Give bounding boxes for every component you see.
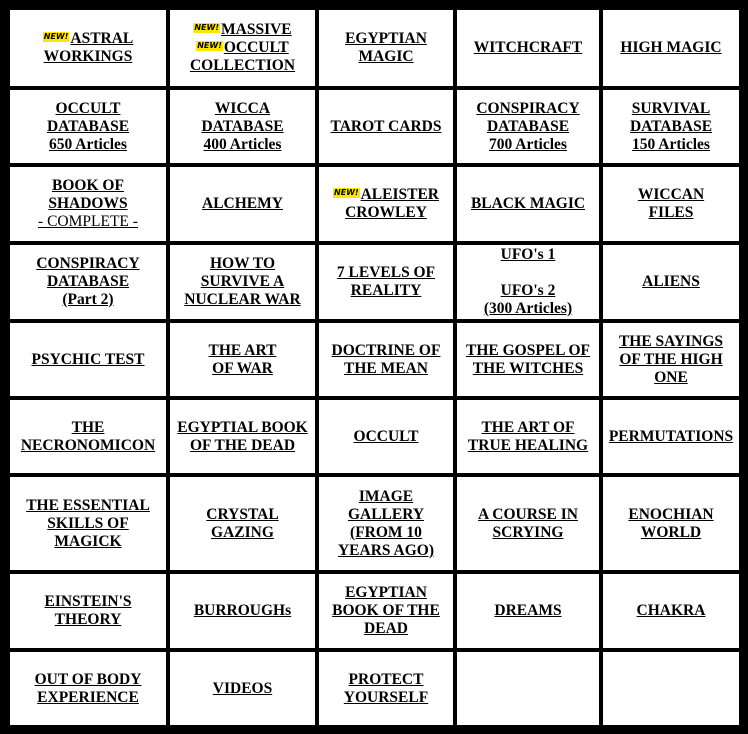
link-line — [630, 136, 712, 154]
link-line — [26, 533, 150, 551]
link-text: SURVIVE A — [200, 273, 285, 290]
link-text: 150 Articles — [632, 135, 710, 153]
link-line — [43, 30, 134, 48]
link-line — [332, 602, 440, 620]
link-line — [466, 360, 590, 378]
link-line — [337, 264, 435, 282]
link-text: CRYSTAL — [206, 505, 279, 523]
enochian-world-link[interactable] — [628, 506, 713, 542]
link-line — [638, 186, 704, 204]
link-line — [36, 291, 139, 309]
link-text: THEORY — [54, 611, 122, 628]
link-text: WICCA — [214, 99, 271, 117]
occult-database-link[interactable] — [47, 100, 129, 154]
book-of-shadows-link[interactable] — [38, 177, 138, 231]
table-cell — [168, 398, 317, 475]
table-cell — [317, 88, 455, 165]
link-text: DATABASE — [201, 117, 284, 135]
table-cell — [8, 165, 168, 243]
essential-skills-of-magick-link[interactable] — [26, 497, 150, 551]
link-text: THE MEAN — [344, 359, 428, 377]
table-cell — [8, 243, 168, 321]
link-text: WORKINGS — [43, 48, 133, 65]
link-line — [630, 118, 712, 136]
link-text: 400 Articles — [203, 135, 282, 153]
link-text: - COMPLETE - — [38, 213, 138, 230]
table-cell — [317, 8, 455, 88]
protect-yourself-link[interactable] — [344, 671, 428, 707]
link-text: UFO's 1 — [500, 246, 556, 263]
table-cell — [317, 572, 455, 650]
link-text: BOOK OF THE — [332, 602, 440, 619]
the-necronomicon-link[interactable] — [21, 419, 155, 455]
image-gallery-link[interactable] — [338, 488, 434, 560]
link-text: EXPERIENCE — [37, 688, 139, 706]
link-line — [184, 273, 300, 291]
link-line — [47, 136, 129, 154]
link-text: OF THE HIGH — [619, 350, 723, 368]
link-text: CHAKRA — [636, 602, 706, 619]
table-cell — [8, 398, 168, 475]
how-to-survive-nuclear-war-link[interactable] — [184, 255, 300, 309]
link-line — [44, 593, 131, 611]
link-text: EGYPTIAN — [345, 30, 427, 47]
link-line — [338, 524, 434, 542]
table-cell — [317, 398, 455, 475]
link-text: WORLD — [640, 523, 702, 541]
egyptian-book-of-the-dead-link[interactable] — [332, 584, 440, 638]
link-text: PSYCHIC TEST — [31, 350, 145, 368]
link-text: BOOK OF — [52, 177, 124, 194]
link-text: THE SAYINGS — [618, 332, 724, 350]
link-line — [43, 48, 134, 66]
link-line — [468, 437, 588, 455]
link-line — [194, 602, 291, 620]
link-text: THE ART — [208, 341, 277, 359]
link-text: MAGICK — [54, 532, 122, 550]
link-text: DEAD — [364, 620, 408, 637]
link-line — [190, 39, 295, 57]
table-cell — [455, 321, 601, 398]
link-line — [332, 620, 440, 638]
link-text: THE ESSENTIAL — [26, 496, 150, 514]
link-text: OCCULT — [55, 99, 121, 117]
table-cell — [455, 8, 601, 88]
art-of-true-healing-link[interactable] — [468, 419, 588, 455]
table-cell — [8, 8, 168, 88]
link-line — [38, 195, 138, 213]
new-badge-icon: NEW! — [194, 23, 219, 32]
link-text: A COURSE IN — [478, 505, 578, 523]
link-line — [619, 369, 723, 387]
table-cell — [168, 572, 317, 650]
line-spacer — [484, 264, 572, 282]
link-line — [35, 671, 142, 689]
link-text: (Part 2) — [62, 291, 114, 308]
link-text: OF WAR — [212, 359, 273, 377]
link-text: UFO's 2 — [500, 282, 556, 299]
link-text: REALITY — [350, 282, 422, 299]
ufos-link[interactable] — [484, 246, 572, 318]
link-text: 650 Articles — [49, 135, 127, 153]
link-text: OCCULT — [223, 39, 289, 56]
link-line — [332, 342, 441, 360]
link-line — [474, 39, 583, 57]
aleister-crowley-link[interactable] — [333, 186, 439, 222]
link-text: DATABASE — [46, 117, 130, 135]
table-cell — [168, 650, 317, 727]
table-cell — [601, 165, 741, 243]
link-text: OCCULT — [353, 427, 419, 445]
permutations-link[interactable] — [609, 428, 733, 446]
link-text: SHADOWS — [48, 195, 128, 212]
massive-occult-collection-link[interactable] — [190, 21, 295, 75]
link-line — [338, 542, 434, 560]
link-line — [209, 342, 277, 360]
link-text: YEARS AGO) — [337, 541, 435, 559]
link-text: HOW TO — [209, 255, 276, 272]
link-line — [202, 195, 283, 213]
empty-cell — [601, 650, 741, 727]
link-text: ALIENS — [642, 273, 700, 290]
link-line — [354, 428, 419, 446]
link-line — [333, 204, 439, 222]
table-cell — [601, 475, 741, 572]
table-cell — [317, 321, 455, 398]
table-cell — [317, 650, 455, 727]
link-line — [619, 333, 723, 351]
doctrine-of-the-mean-link[interactable] — [332, 342, 441, 378]
table-cell — [168, 165, 317, 243]
link-text: SKILLS OF — [47, 514, 129, 532]
link-line — [36, 273, 139, 291]
link-line — [476, 118, 579, 136]
link-line — [36, 255, 139, 273]
link-text: CONSPIRACY — [36, 255, 140, 272]
link-line — [26, 515, 150, 533]
conspiracy-database-link[interactable] — [476, 100, 579, 154]
link-line — [338, 506, 434, 524]
table-cell — [8, 88, 168, 165]
link-line — [206, 524, 278, 542]
table-cell — [455, 398, 601, 475]
link-line — [44, 611, 131, 629]
dreams-link[interactable] — [494, 602, 561, 620]
link-line — [344, 689, 428, 707]
link-line — [21, 419, 155, 437]
link-line — [638, 204, 704, 222]
link-text: ALCHEMY — [202, 195, 283, 212]
link-line — [338, 488, 434, 506]
conspiracy-database-part-2-link[interactable] — [36, 255, 139, 309]
link-line — [476, 136, 579, 154]
link-text: BURROUGHs — [193, 602, 292, 619]
chakra-link[interactable] — [637, 602, 706, 620]
link-line — [478, 524, 578, 542]
link-text: YOURSELF — [343, 688, 429, 706]
link-text: DATABASE — [629, 117, 713, 135]
alchemy-link[interactable] — [202, 195, 283, 213]
link-text: ASTRAL — [70, 30, 134, 47]
egyptian-magic-link[interactable] — [345, 30, 427, 66]
link-text: EGYPTIAN — [345, 584, 427, 601]
link-text: 7 LEVELS OF — [336, 264, 436, 281]
link-text: WITCHCRAFT — [473, 39, 583, 56]
link-line — [201, 136, 283, 154]
link-line — [177, 419, 308, 437]
survival-database-link[interactable] — [630, 100, 712, 154]
link-text: WICCAN — [637, 186, 705, 203]
link-line — [331, 118, 442, 136]
table-cell — [317, 165, 455, 243]
new-badge-icon: NEW! — [43, 32, 69, 41]
link-line — [333, 186, 439, 204]
link-line — [628, 524, 713, 542]
sayings-of-the-high-one-link[interactable] — [619, 333, 723, 387]
link-line — [332, 360, 441, 378]
table-cell — [168, 475, 317, 572]
link-text: DOCTRINE OF — [331, 341, 441, 359]
new-badge-icon: NEW! — [333, 188, 359, 197]
link-text: FILES — [648, 204, 694, 221]
link-line — [494, 602, 561, 620]
psychic-test-link[interactable] — [32, 351, 145, 369]
link-text: GALLERY — [347, 505, 425, 523]
link-line — [38, 177, 138, 195]
link-line — [190, 21, 295, 39]
link-line — [201, 118, 283, 136]
the-art-of-war-link[interactable] — [209, 342, 277, 378]
link-line — [209, 360, 277, 378]
occult-link[interactable] — [354, 428, 419, 446]
table-cell — [168, 321, 317, 398]
table-cell — [8, 650, 168, 727]
table-cell — [455, 572, 601, 650]
link-text: ONE — [654, 368, 688, 386]
link-text: SCRYING — [492, 523, 564, 541]
link-line — [468, 419, 588, 437]
link-text: TAROT CARDS — [330, 117, 442, 135]
table-cell — [317, 243, 455, 321]
link-text: HIGH MAGIC — [620, 39, 722, 56]
table-cell — [455, 243, 601, 321]
table-cell — [168, 8, 317, 88]
table-cell — [601, 321, 741, 398]
link-text: DREAMS — [494, 602, 562, 619]
link-text: MASSIVE — [221, 21, 292, 38]
link-text: DATABASE — [46, 273, 130, 290]
videos-link[interactable] — [213, 680, 272, 698]
link-line — [478, 506, 578, 524]
table-cell — [8, 321, 168, 398]
link-line — [332, 584, 440, 602]
link-text: GAZING — [211, 523, 274, 541]
link-text: BLACK MAGIC — [470, 195, 586, 212]
link-text: OF THE DEAD — [189, 436, 296, 454]
astral-workings-link[interactable] — [43, 30, 134, 66]
empty-cell — [455, 650, 601, 727]
link-text: CROWLEY — [345, 204, 427, 221]
link-line — [345, 30, 427, 48]
burroughs-link[interactable] — [194, 602, 291, 620]
link-line — [471, 195, 585, 213]
link-line — [213, 680, 272, 698]
link-text: THE ART OF — [481, 418, 575, 436]
link-text: IMAGE — [358, 487, 414, 505]
link-text: NUCLEAR WAR — [184, 291, 301, 308]
tarot-cards-link[interactable] — [331, 118, 442, 136]
link-line — [337, 282, 435, 300]
link-line — [201, 100, 283, 118]
link-text: PERMUTATIONS — [608, 427, 734, 445]
seven-levels-of-reality-link[interactable] — [337, 264, 435, 300]
link-text: ENOCHIAN — [628, 505, 714, 523]
link-text: OUT OF BODY — [34, 670, 142, 688]
link-line — [609, 428, 733, 446]
link-text: THE WITCHES — [472, 359, 584, 377]
link-line — [619, 351, 723, 369]
link-text: (300 Articles) — [483, 300, 573, 317]
link-line — [466, 342, 590, 360]
link-text: (FROM 10 — [350, 523, 422, 541]
link-line — [184, 291, 300, 309]
witchcraft-link[interactable] — [474, 39, 583, 57]
link-line — [344, 671, 428, 689]
table-cell — [8, 475, 168, 572]
link-text: THE GOSPEL OF — [465, 341, 591, 359]
table-cell — [455, 475, 601, 572]
link-text: VIDEOS — [212, 679, 273, 697]
link-text: MAGIC — [358, 48, 414, 65]
link-line — [26, 497, 150, 515]
table-cell — [601, 572, 741, 650]
link-line — [190, 57, 295, 75]
link-text: TRUE HEALING — [467, 436, 589, 454]
link-line — [630, 100, 712, 118]
out-of-body-experience-link[interactable] — [35, 671, 142, 707]
link-line — [476, 100, 579, 118]
link-text: COLLECTION — [189, 57, 296, 74]
table-cell — [317, 475, 455, 572]
link-line — [484, 246, 572, 264]
black-magic-link[interactable] — [471, 195, 585, 213]
table-cell — [455, 165, 601, 243]
table-cell — [168, 88, 317, 165]
table-cell — [168, 243, 317, 321]
link-text: THE — [71, 418, 105, 436]
crystal-gazing-link[interactable] — [206, 506, 278, 542]
course-in-scrying-link[interactable] — [478, 506, 578, 542]
link-table — [8, 8, 741, 727]
link-line — [32, 351, 145, 369]
link-text: DATABASE — [486, 117, 570, 135]
table-cell — [601, 398, 741, 475]
link-text: 700 Articles — [489, 135, 567, 153]
link-text: SURVIVAL — [631, 99, 711, 117]
link-line — [38, 213, 138, 231]
table-cell — [601, 88, 741, 165]
link-line — [21, 437, 155, 455]
link-line — [620, 39, 721, 57]
link-line — [484, 300, 572, 318]
gospel-of-the-witches-link[interactable] — [466, 342, 590, 378]
link-line — [345, 48, 427, 66]
link-text: CONSPIRACY — [476, 99, 580, 117]
link-line — [47, 118, 129, 136]
link-line — [35, 689, 142, 707]
link-line — [637, 602, 706, 620]
table-cell — [455, 88, 601, 165]
wiccan-files-link[interactable] — [638, 186, 704, 222]
link-text: EGYPTIAL BOOK — [177, 418, 308, 436]
link-line — [177, 437, 308, 455]
table-cell — [601, 243, 741, 321]
new-badge-icon: NEW! — [197, 41, 222, 50]
einsteins-theory-link[interactable] — [44, 593, 131, 629]
link-line — [628, 506, 713, 524]
link-line — [184, 255, 300, 273]
link-text: EINSTEIN'S — [44, 593, 132, 610]
table-cell — [601, 8, 741, 88]
link-line — [484, 282, 572, 300]
wicca-database-link[interactable] — [201, 100, 283, 154]
link-line — [47, 100, 129, 118]
egyptial-book-of-the-dead-link[interactable] — [177, 419, 308, 455]
high-magic-link[interactable] — [620, 39, 721, 57]
aliens-link[interactable] — [642, 273, 700, 291]
link-text: PROTECT — [348, 670, 424, 688]
table-cell — [8, 572, 168, 650]
link-line — [642, 273, 700, 291]
link-line — [206, 506, 278, 524]
link-text: ALEISTER — [360, 186, 440, 203]
link-text: NECRONOMICON — [20, 436, 156, 454]
